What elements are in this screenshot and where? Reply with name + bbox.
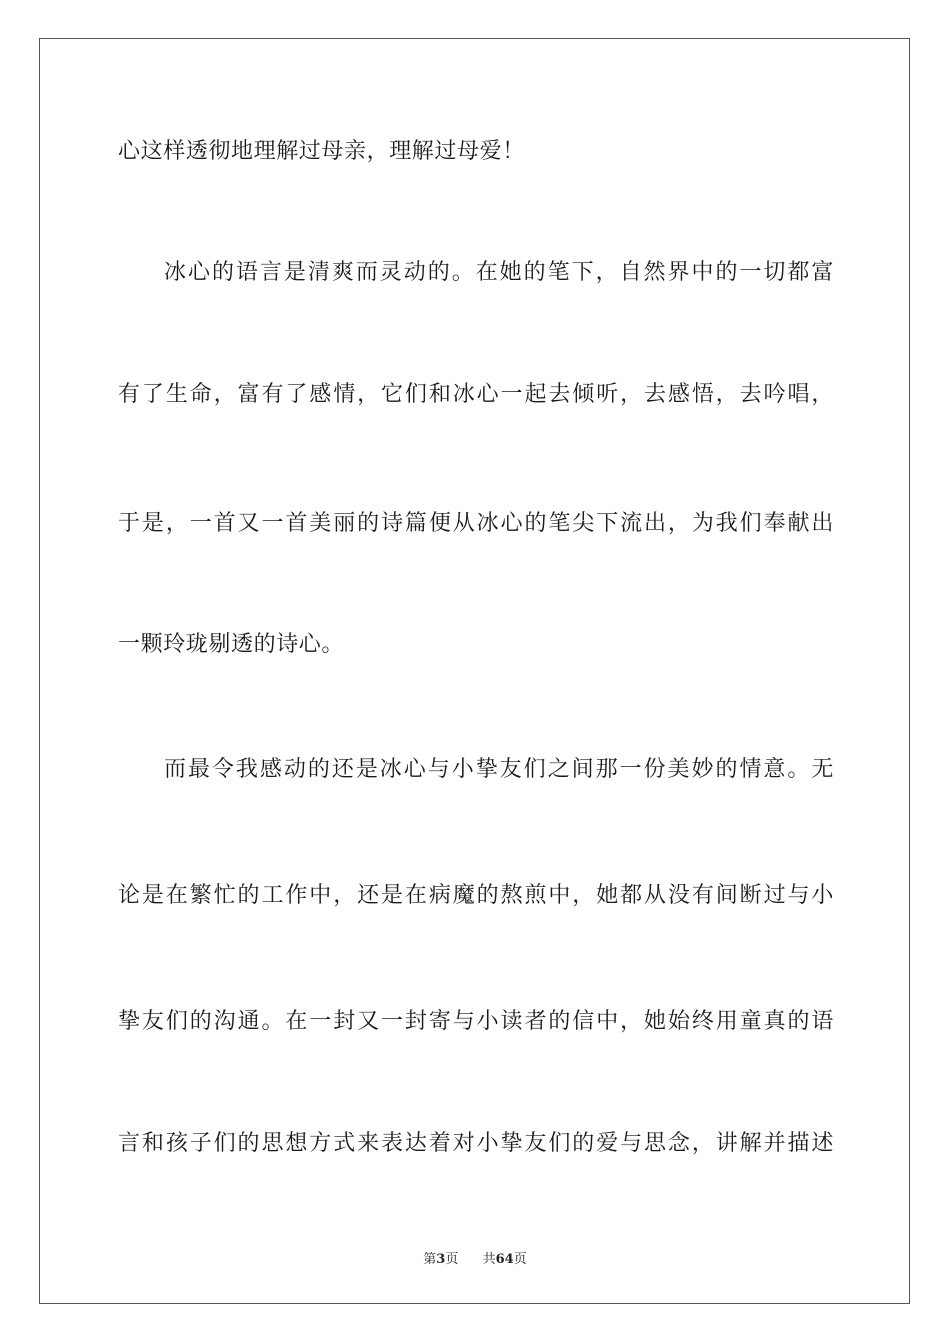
total-prefix: 共 bbox=[482, 1252, 496, 1267]
text-line-3: 有了生命，富有了感情，它们和冰心一起去倾听，去感悟，去吟唱， bbox=[118, 382, 834, 407]
text-line-8: 挚友们的沟通。在一封又一封寄与小读者的信中，她始终用童真的语 bbox=[118, 1009, 834, 1034]
page-prefix: 第 bbox=[423, 1252, 437, 1267]
page-suffix: 页 bbox=[445, 1252, 459, 1267]
text-line-1: 心这样透彻地理解过母亲，理解过母爱！ bbox=[118, 139, 525, 164]
text-line-7: 论是在繁忙的工作中，还是在病魔的熬煎中，她都从没有间断过与小 bbox=[118, 883, 834, 908]
text-line-4: 于是，一首又一首美丽的诗篇便从冰心的笔尖下流出，为我们奉献出 bbox=[118, 511, 834, 536]
page-number: 3 bbox=[436, 1252, 446, 1267]
total-pages-indicator bbox=[483, 1248, 527, 1267]
page-indicator bbox=[423, 1248, 458, 1267]
text-line-9: 言和孩子们的思想方式来表达着对小挚友们的爱与思念，讲解并描述 bbox=[118, 1131, 834, 1156]
page-border bbox=[39, 38, 910, 1304]
text-line-2: 冰心的语言是清爽而灵动的。在她的笔下，自然界中的一切都富 bbox=[164, 260, 834, 285]
text-line-6: 而最令我感动的还是冰心与小挚友们之间那一份美妙的情意。无 bbox=[164, 757, 834, 782]
text-line-5: 一颗玲珑剔透的诗心。 bbox=[118, 632, 345, 657]
total-suffix: 页 bbox=[513, 1252, 527, 1267]
total-pages: 64 bbox=[495, 1252, 514, 1267]
page-footer bbox=[0, 1248, 950, 1267]
